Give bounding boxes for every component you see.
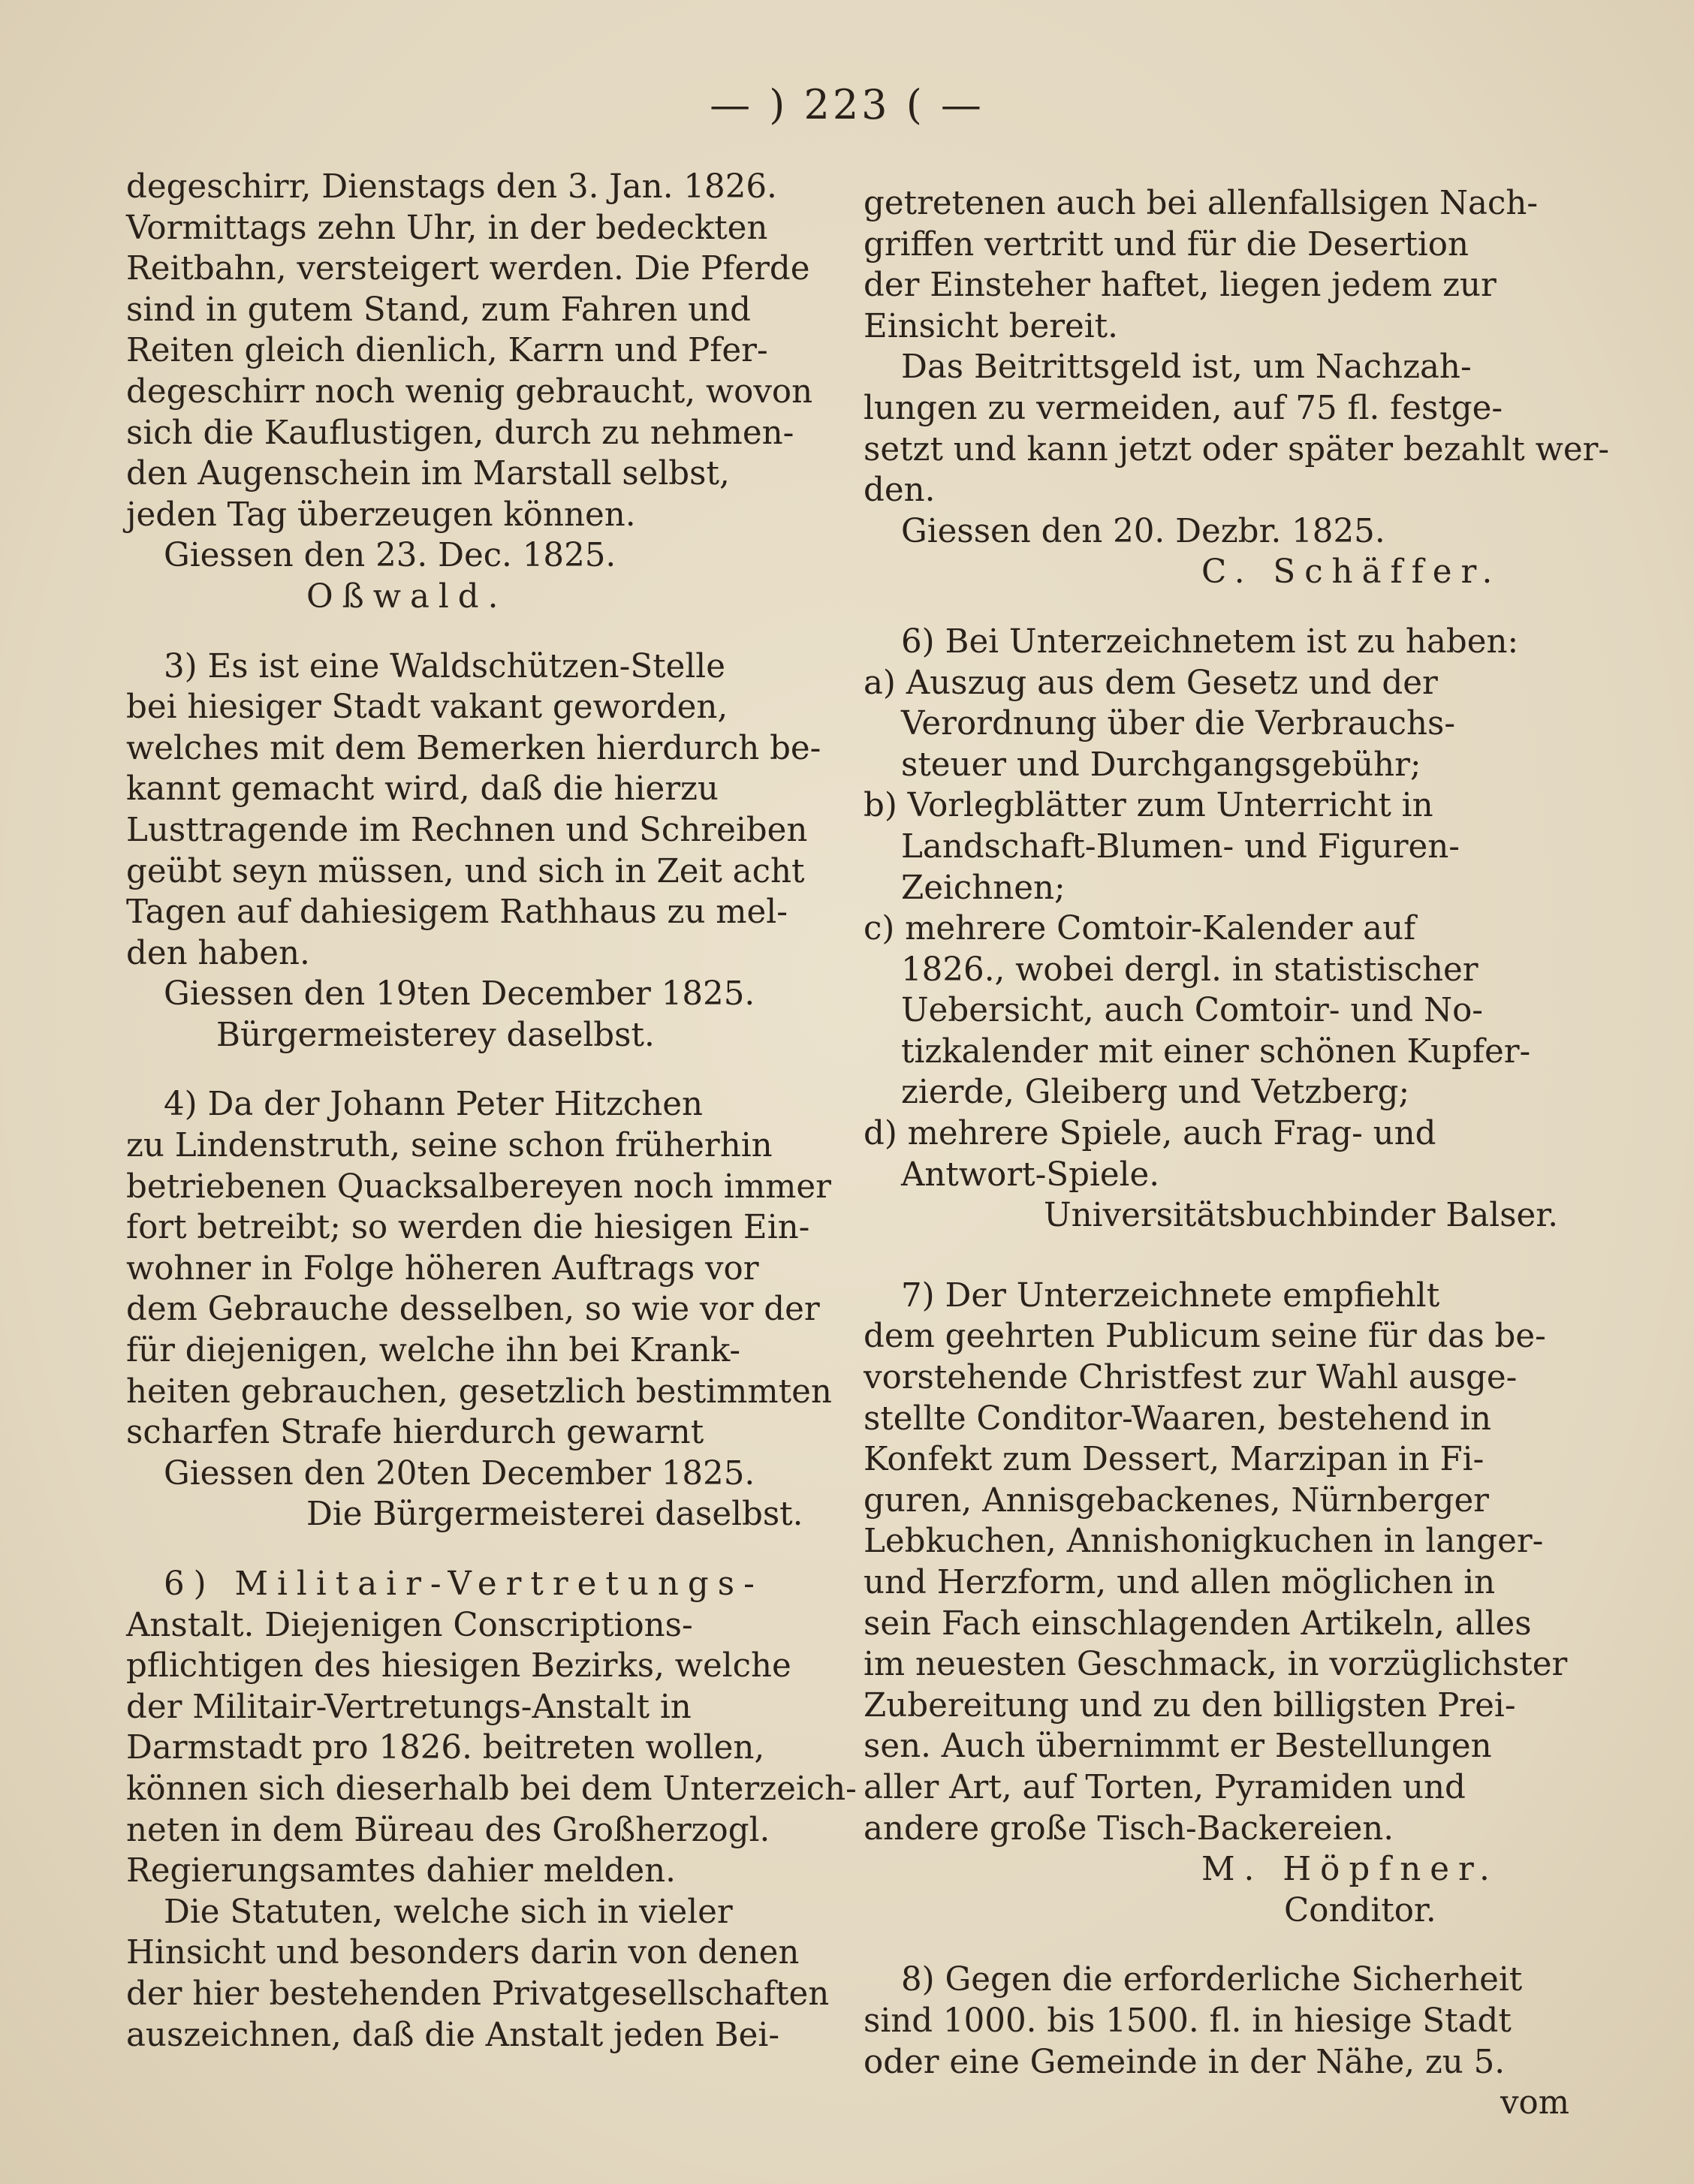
text-line: scharfen Strafe hierdurch gewarnt (126, 1414, 704, 1452)
text-line: den. (864, 471, 936, 510)
text-line: und Herzform, und allen möglichen in (864, 1564, 1496, 1601)
text-line: Darmstadt pro 1826. beitreten wollen, (126, 1729, 765, 1767)
text-line: pflichtigen des hiesigen Bezirks, welche (126, 1647, 791, 1685)
text-line: den Augenschein im Marstall selbst, (126, 455, 730, 493)
text-line: aller Art, auf Torten, Pyramiden und (864, 1768, 1466, 1806)
text-line: Verordnung über die Verbrauchs- (901, 705, 1456, 743)
notice-6b-start: 6) Bei Unterzeichnetem ist zu haben: (901, 622, 1519, 661)
text-line: heiten gebrauchen, gesetzlich bestimmten (126, 1372, 832, 1411)
text-line: Uebersicht, auch Comtoir- und No- (901, 992, 1483, 1030)
text-line: dem Gebrauche desselben, so wie vor der (126, 1291, 820, 1329)
text-line: sen. Auch übernimmt er Bestellungen (864, 1728, 1492, 1766)
text-line: Reitbahn, versteigert werden. Die Pferde (126, 250, 810, 288)
notice-8-start: 8) Gegen die erforderliche Sicherheit (901, 1961, 1523, 1999)
text-line: bei hiesiger Stadt vakant geworden, (126, 688, 728, 727)
text-line: Tagen auf dahiesigem Rathhaus zu mel- (126, 893, 788, 932)
notice-date: Giessen den 19ten December 1825. (164, 975, 755, 1014)
text-line: auszeichnen, daß die Anstalt jeden Bei- (126, 2016, 780, 2054)
list-item: b) Vorlegblätter zum Unterricht in (864, 787, 1433, 825)
text-line: der Militair-Vertretungs-Anstalt in (126, 1688, 692, 1726)
notice-signature: Die Bürgermeisterei daselbst. (306, 1496, 803, 1534)
notice-signature: Universitätsbuchbinder Balser. (1044, 1197, 1559, 1235)
text-line: Zubereitung und zu den billigsten Prei- (864, 1686, 1516, 1725)
text-line: fort betreibt; so werden die hiesigen Ein- (126, 1209, 810, 1247)
text-line: neten in dem Büreau des Großherzogl. (126, 1811, 770, 1849)
list-item: d) mehrere Spiele, auch Frag- und (864, 1115, 1436, 1153)
text-line: steuer und Durchgangsgebühr; (901, 746, 1421, 784)
text-line: sind in gutem Stand, zum Fahren und (126, 291, 752, 329)
text-line: wohner in Folge höheren Auftrags vor (126, 1249, 759, 1288)
text-line: geübt seyn müssen, und sich in Zeit acht (126, 852, 805, 890)
notice-date: Giessen den 20ten December 1825. (164, 1454, 755, 1493)
notice-date: Giessen den 23. Dec. 1825. (164, 537, 616, 575)
notice-7-start: 7) Der Unterzeichnete empfiehlt (901, 1276, 1440, 1315)
notice-date: Giessen den 20. Dezbr. 1825. (901, 512, 1385, 550)
text-line: degeschirr noch wenig gebraucht, wovon (126, 372, 813, 411)
notice-4-start: 4) Da der Johann Peter Hitzchen (164, 1086, 704, 1124)
catchword: vom (1500, 2084, 1569, 2122)
text-line: tizkalender mit einer schönen Kupfer- (901, 1032, 1531, 1071)
text-line: Regierungsamtes dahier melden. (126, 1852, 676, 1890)
page-header (0, 81, 1694, 128)
list-item: c) mehrere Comtoir-Kalender auf (864, 910, 1416, 948)
text-line: zierde, Gleiberg und Vetzberg; (901, 1074, 1410, 1112)
text-line: Lusttragende im Rechnen und Schreiben (126, 811, 808, 849)
text-line: lungen zu vermeiden, auf 75 fl. festge- (864, 389, 1503, 427)
text-line: Einsicht bereit. (864, 307, 1118, 345)
notice-signature: Bürgermeisterey daselbst. (216, 1016, 655, 1054)
text-line: degeschirr, Dienstags den 3. Jan. 1826. (126, 168, 777, 206)
text-line: können sich dieserhalb bei dem Unterzeich- (126, 1770, 857, 1808)
text-line: andere große Tisch-Backereien. (864, 1809, 1394, 1848)
text-line: jeden Tag überzeugen können. (126, 496, 636, 534)
signature-title: Conditor. (1284, 1891, 1436, 1929)
text-line: zu Lindenstruth, seine schon früherhin (126, 1127, 773, 1165)
text-line: 1826., wobei dergl. in statistischer (901, 950, 1478, 989)
text-line: für diejenigen, welche ihn bei Krank- (126, 1332, 741, 1370)
text-line: vorstehende Christfest zur Wahl ausge- (864, 1359, 1518, 1397)
text-line: Hinsicht und besonders darin von denen (126, 1934, 800, 1972)
page-number: — ) 223 ( — (710, 81, 984, 128)
text-line: dem geehrten Publicum seine für das be- (864, 1318, 1546, 1356)
text-line: sind 1000. bis 1500. fl. in hiesige Stadt (864, 2002, 1512, 2040)
notice-signature: Oßwald. (306, 577, 508, 616)
right-column (864, 183, 1610, 2124)
text-line: der Einsteher haftet, liegen jedem zur (864, 267, 1497, 305)
notice-signature: M. Höpfner. (1201, 1851, 1499, 1889)
text-line: Antwort-Spiele. (901, 1155, 1160, 1194)
text-line: Anstalt. Diejenigen Conscriptions- (126, 1606, 693, 1644)
text-line: guren, Annisgebackenes, Nürnberger (864, 1481, 1489, 1520)
text-line: Reiten gleich dienlich, Karrn und Pfer- (126, 332, 768, 370)
text-line: setzt und kann jetzt oder später bezahlt wer- (864, 430, 1610, 468)
text-line: Landschaft-Blumen- und Figuren- (901, 827, 1460, 866)
text-line: Die Statuten, welche sich in vieler (164, 1893, 733, 1931)
notice-3-start: 3) Es ist eine Waldschützen-Stelle (164, 647, 725, 685)
text-line: sein Fach einschlagenden Artikeln, alles (864, 1604, 1532, 1643)
text-line: stellte Conditor-Waaren, bestehend in (864, 1399, 1491, 1438)
list-item: a) Auszug aus dem Gesetz und der (864, 664, 1438, 702)
text-line: der hier bestehenden Privatgesellschaften (126, 1975, 830, 2013)
notice-signature: C. Schäffer. (1201, 553, 1502, 592)
text-line: Lebkuchen, Annishonigkuchen in langer- (864, 1523, 1544, 1561)
text-line: betriebenen Quacksalbereyen noch immer (126, 1167, 831, 1206)
text-line: Das Beitrittsgeld ist, um Nachzah- (901, 348, 1472, 387)
text-line: oder eine Gemeinde in der Nähe, zu 5. (864, 2043, 1506, 2081)
text-line: kannt gemacht wird, daß die hierzu (126, 770, 719, 809)
text-line: Konfekt zum Dessert, Marzipan in Fi- (864, 1441, 1485, 1479)
text-line: im neuesten Geschmack, in vorzüglichster (864, 1646, 1568, 1684)
text-line: griffen vertritt und für die Desertion (864, 225, 1469, 264)
text-line: sich die Kauflustigen, durch zu nehmen- (126, 414, 794, 452)
text-line: Vormittags zehn Uhr, in der bedeckten (126, 209, 768, 247)
text-line: Zeichnen; (901, 869, 1066, 907)
left-column (126, 167, 857, 2056)
text-line: den haben. (126, 934, 310, 972)
notice-6-heading: 6) Militair-Vertretungs- (164, 1565, 764, 1603)
text-line: getretenen auch bei allenfallsigen Nach- (864, 185, 1539, 222)
text-line: welches mit dem Bemerken hierdurch be- (126, 729, 821, 767)
